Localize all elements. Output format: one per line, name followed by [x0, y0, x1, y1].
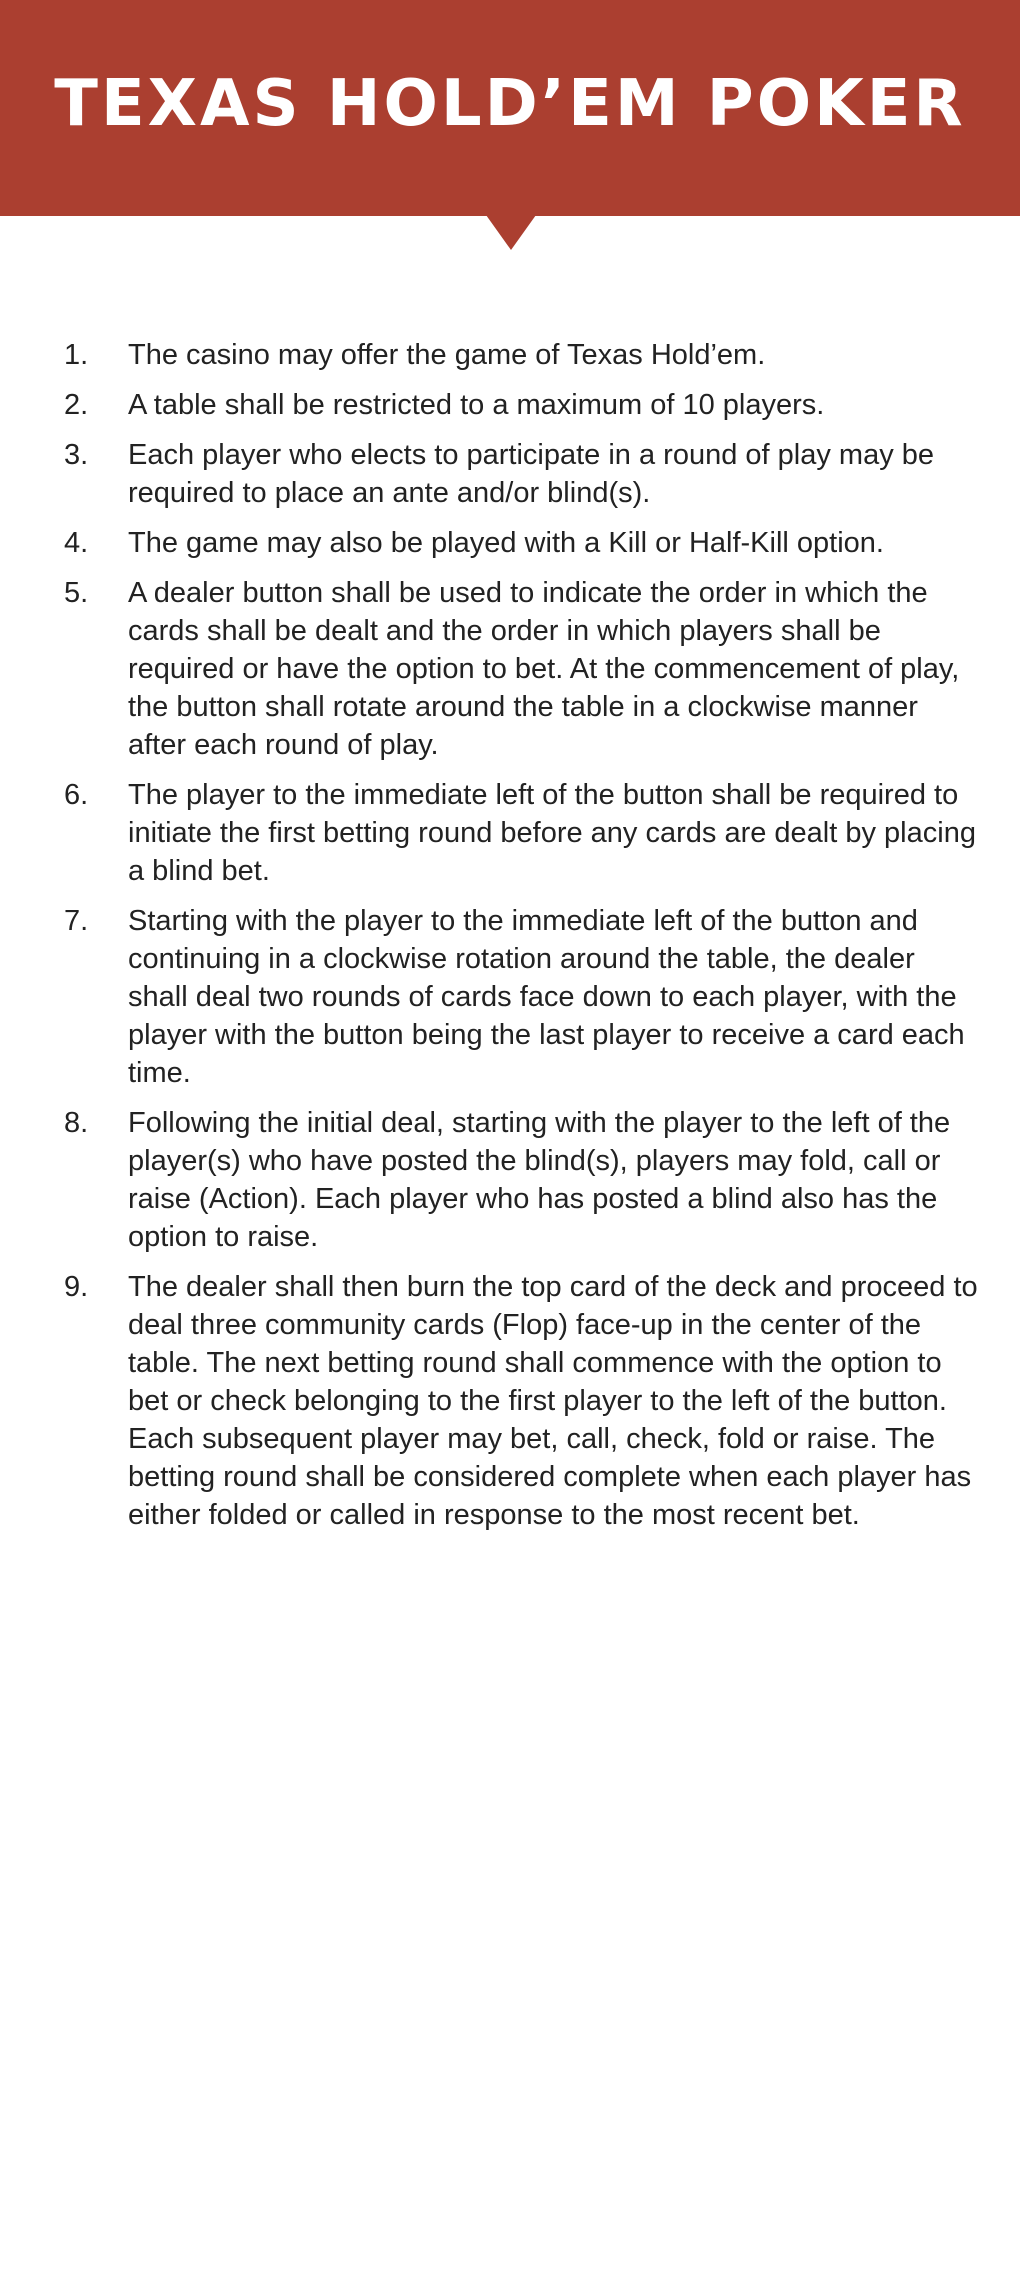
rule-text: Following the initial deal, starting with the player to the left of the player(s) who have posted the blind(s), players may fold, call or raise (Action). Each player who has posted a blind also has the option to raise.	[128, 1107, 951, 1253]
rule-number: 5.	[64, 577, 89, 609]
rule-item	[0, 1104, 1020, 1256]
rule-text: The game may also be played with a Kill or Half-Kill option.	[128, 527, 884, 559]
rule-item	[0, 436, 1020, 512]
rule-number: 6.	[64, 779, 89, 811]
rule-text: The dealer shall then burn the top card of the deck and proceed to deal three community cards (Flop) face-up in the center of the table. The next betting round shall commence with the option to bet or check belonging to the first player to the left of the button. Each subsequent player may bet, call, check, fold or raise. The betting round shall be considered complete when each player has either folded or called in response to the most recent bet.	[128, 1271, 978, 1531]
rule-number: 7.	[64, 905, 89, 937]
rule-number: 1.	[64, 339, 89, 371]
rule-item	[0, 776, 1020, 890]
rule-item	[0, 1268, 1020, 1534]
header-banner	[0, 0, 1020, 216]
rule-text: The player to the immediate left of the button shall be required to initiate the first betting round before any cards are dealt by placing a blind bet.	[128, 779, 976, 887]
rule-text: A dealer button shall be used to indicate the order in which the cards shall be dealt and the order in which players shall be required or have the option to bet. At the commencement of play, the button shall rotate around the table in a clockwise manner after each round of play.	[128, 577, 960, 761]
rule-number: 8.	[64, 1107, 89, 1139]
rule-text: Starting with the player to the immediate left of the button and continuing in a clockwise rotation around the table, the dealer shall deal two rounds of cards face down to each player, with the player with the button being the last player to receive a card each time.	[128, 905, 965, 1089]
rule-item	[0, 386, 1020, 424]
rule-item	[0, 336, 1020, 374]
rule-number: 9.	[64, 1271, 89, 1303]
rule-item	[0, 902, 1020, 1092]
page-title: TEXAS HOLD’EM POKER	[54, 67, 966, 141]
rule-text: The casino may offer the game of Texas Hold’em.	[128, 339, 766, 371]
rules-list	[0, 336, 1020, 1546]
rule-text: Each player who elects to participate in a round of play may be required to place an ante and/or blind(s).	[128, 439, 935, 509]
rule-item	[0, 574, 1020, 764]
rule-text: A table shall be restricted to a maximum of 10 players.	[128, 389, 825, 421]
rule-number: 4.	[64, 527, 89, 559]
rule-item	[0, 524, 1020, 562]
rule-number: 2.	[64, 389, 89, 421]
banner-pointer	[486, 215, 536, 250]
rule-number: 3.	[64, 439, 89, 471]
